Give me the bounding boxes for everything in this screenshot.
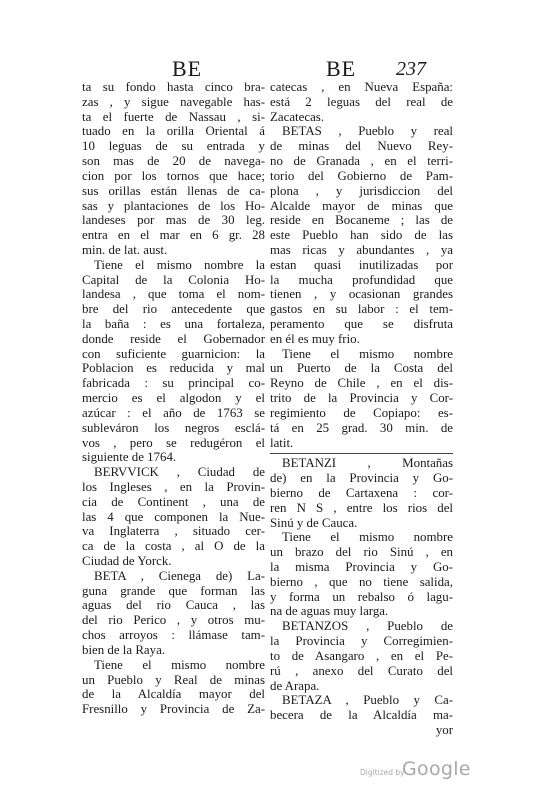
text-line: de la Alcaldía mayor del xyxy=(82,687,265,702)
text-line: Ciudad de Yorck. xyxy=(82,554,172,568)
text-line: Alcalde mayor de minas que xyxy=(270,198,453,213)
text-line: gastos en su labor : el tem- xyxy=(270,302,453,317)
text-line: la baña : es una fortaleza, xyxy=(82,317,265,331)
text-line: de Arapa. xyxy=(270,678,320,693)
text-line: Fresnillo y Provincia de Za- xyxy=(82,702,265,717)
running-header xyxy=(80,56,458,80)
text-line: landeses por mas de 30 leg. xyxy=(82,213,265,228)
text-line: este Pueblo han sido de las xyxy=(270,228,453,243)
text-line: Poblacion es reducida y mal xyxy=(82,361,265,376)
text-line: to de Asangaro , en el Pe- xyxy=(270,648,453,663)
text-line: vos , pero se redugéron el xyxy=(82,435,265,450)
text-line: fabricada : su principal co- xyxy=(82,376,265,391)
text-line: no de Granada , en el terri- xyxy=(270,154,453,169)
text-line: son mas de 20 de navega- xyxy=(82,154,265,169)
text-line: ta su fondo hasta cinco bra- xyxy=(82,80,265,94)
text-line: Sinú y de Cauca. xyxy=(270,515,358,530)
text-line: 10 leguas de su entrada y xyxy=(82,139,265,154)
page-number: 237 xyxy=(396,58,426,80)
text-line: Tiene el mismo nombre xyxy=(282,530,453,545)
text-line: cion por los tornos que hace; xyxy=(82,168,265,183)
text-line: landesa , que toma el nom- xyxy=(82,287,265,302)
text-line: un brazo del rio Sinú , en xyxy=(270,545,453,560)
text-line: mas ricas y abundantes , ya xyxy=(270,242,453,257)
text-line: los Ingleses , en la Provin- xyxy=(82,479,265,494)
text-line: un Pueblo y Real de minas xyxy=(82,672,265,687)
text-line: tá en 25 grad. 30 min. de xyxy=(270,420,453,435)
text-line: en él es muy frio. xyxy=(270,331,360,346)
text-line: de minas del Nuevo Rey- xyxy=(270,139,453,154)
text-line: y forma un rebalso ó lagu- xyxy=(270,589,453,604)
text-line: bierno , que no tiene salida, xyxy=(270,574,453,589)
text-line: estan quasi inutilizadas por xyxy=(270,257,453,272)
text-line: BETAS , Pueblo y real xyxy=(282,124,453,139)
right-running-head: BE xyxy=(326,56,357,81)
text-line: na de aguas muy larga. xyxy=(270,604,389,619)
text-line: está 2 leguas del real de xyxy=(270,94,453,109)
text-line: del rio Perico , y otros mu- xyxy=(82,613,265,628)
text-line: cia de Continent , una de xyxy=(82,494,265,509)
text-line: azúcar : el año de 1763 se xyxy=(82,405,265,420)
text-line: sas y plantaciones de los Ho- xyxy=(82,198,265,213)
text-line: las 4 que componen la Nue- xyxy=(82,509,265,524)
text-line: BERVVICK , Ciudad de xyxy=(94,465,265,480)
text-line: mercio es el algodon y el xyxy=(82,391,265,406)
text-line: entra en el mar en 6 gr. 28 xyxy=(82,228,265,243)
text-line: torio del Gobierno de Pam- xyxy=(270,168,453,183)
text-line: va Inglaterra , situado cer- xyxy=(82,524,265,539)
text-line: la mucha profundidad que xyxy=(270,272,453,287)
right-text-column xyxy=(270,80,453,738)
text-line: Capital de la Colonia Ho- xyxy=(82,272,265,287)
text-line: trito de la Provincia y Cor- xyxy=(270,391,453,406)
google-logo: Google xyxy=(402,758,471,780)
text-line: latit. xyxy=(270,435,294,450)
text-line: BETANZI , Montañas xyxy=(282,456,453,471)
text-line: bien de la Raya. xyxy=(82,642,166,657)
text-line: ren N S , entre los rios del xyxy=(270,500,453,515)
text-line: rú , anexo del Curato del xyxy=(270,663,453,678)
left-text-column xyxy=(82,80,265,717)
text-line: Tiene el mismo nombre xyxy=(282,346,453,361)
text-line: regimiento de Copiapo: es- xyxy=(270,405,453,420)
text-line: guna grande que forman las xyxy=(82,583,265,598)
text-line: BETA , Cienega de) La- xyxy=(94,568,265,583)
text-line: catecas , en Nueva España: xyxy=(270,80,453,94)
text-line: ta el fuerte de Nassau , si- xyxy=(82,109,265,124)
text-line: bre del rio antecedente que xyxy=(82,302,265,317)
text-line: yor xyxy=(435,722,453,737)
digitization-watermark xyxy=(360,758,480,788)
text-line: ca de la costa , al O de la xyxy=(82,539,265,554)
text-line: Reyno de Chile , en el dis- xyxy=(270,376,453,391)
text-line: zas , y sigue navegable has- xyxy=(82,94,265,109)
text-line: la Provincia y Corregimien- xyxy=(270,634,453,649)
text-line: becera de la Alcaldía ma- xyxy=(270,708,453,723)
text-line: BETANZOS , Pueblo de xyxy=(282,619,453,634)
text-line: con suficiente guarnicion: la xyxy=(82,346,265,361)
text-line: reside en Bocaneme ; las de xyxy=(270,213,453,228)
text-line: plona , y jurisdiccion del xyxy=(270,183,453,198)
text-line: peramento que se disfruta xyxy=(270,317,453,331)
text-line: BETAZA , Pueblo y Ca- xyxy=(282,693,453,708)
text-line: min. de lat. aust. xyxy=(82,242,168,257)
left-running-head: BE xyxy=(172,56,203,81)
text-line: sus orillas están llenas de ca- xyxy=(82,183,265,198)
text-line: Tiene el mismo nombre xyxy=(94,657,265,672)
digitized-by-label: Digitized by xyxy=(360,768,405,777)
text-line: chos arroyos : llámase tam- xyxy=(82,628,265,643)
text-line: donde reside el Gobernador xyxy=(82,331,265,346)
section-rule xyxy=(270,453,453,454)
text-line: siguiente de 1764. xyxy=(82,450,177,465)
text-line: tuado en la orilla Oriental á xyxy=(82,124,265,139)
text-line: Tiene el mismo nombre la xyxy=(94,257,265,272)
text-line: subleváron los negros esclá- xyxy=(82,420,265,435)
text-line: la misma Provincia y Go- xyxy=(270,560,453,574)
text-line: aguas del rio Cauca , las xyxy=(82,598,265,613)
text-line: bierno de Cartaxena : cor- xyxy=(270,485,453,500)
text-line: Zacatecas. xyxy=(270,109,325,124)
text-line: tienen , y ocasionan grandes xyxy=(270,287,453,302)
text-line: un Puerto de la Costa del xyxy=(270,361,453,376)
text-line: de) en la Provincia y Go- xyxy=(270,471,453,486)
